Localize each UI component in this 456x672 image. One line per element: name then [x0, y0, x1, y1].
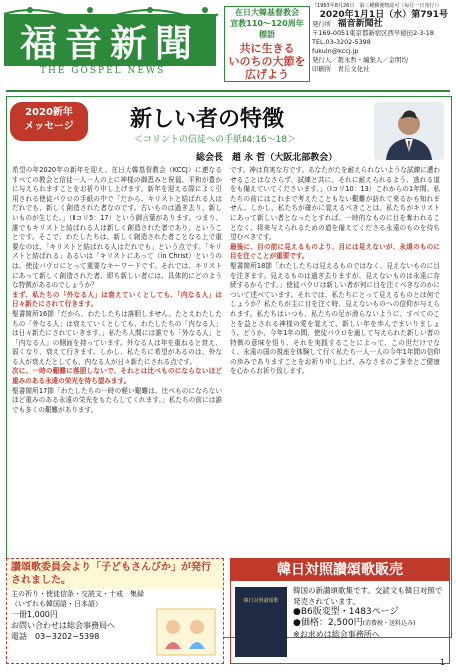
page-number: 1: [440, 658, 446, 667]
publisher-address: 〒169-0051東京都新宿区西早稲田2-3-18: [312, 29, 434, 37]
masthead-info: [312, 2, 448, 74]
children-illustration: [155, 599, 217, 657]
publisher-tel: TEL.03-3202-5398: [312, 38, 371, 46]
editor-line: 発行人／趙永哲・編集人／金明均: [312, 56, 408, 64]
person-icon: [374, 102, 444, 160]
right-emphasis: 最後に、目の前に見えるものより、目には見えないが、永遠のものに目を注ぐことが重要です。: [230, 242, 440, 261]
left-paragraph-3: 聖書箇所17節「わたしたちの一時の軽い艱難は、比べものにならないほど重みのある永遠の栄光をもたらしてくれます。」私たちの前には誰でも多くの艱難があります。: [12, 386, 222, 414]
ad-children-hymnal: [6, 558, 224, 664]
ad-left-price: 一冊1,000円: [11, 610, 58, 619]
article-left-column: [12, 166, 222, 415]
article-right-column: [230, 166, 440, 377]
newspaper-logo: [4, 14, 216, 66]
left-emphasis-2: 次に、一時の艱難に落胆しないで、それとは比べものにならないほど重みのある永遠の栄光を待ち望みます。: [12, 367, 222, 386]
ad-left-contact: お問い合わせは総会事務局へ: [11, 621, 115, 630]
ad-right-price-note: (消費税・送料込み): [362, 620, 416, 627]
masthead-rule: [6, 90, 450, 92]
issue-date: 2020年1月1日（水）第791号: [319, 10, 448, 20]
ad-right-title: 韓日対照讃頌歌販売: [231, 559, 449, 581]
logo-text: 福音新聞: [20, 21, 200, 65]
ad-right-note: ※お求めは総会事務所へ: [293, 630, 380, 639]
postal-notice: （1963年8月26日 第三種郵便物認可（毎月一日発行））: [312, 3, 442, 9]
ad-right-desc: 韓国の新讃頌歌集です。交読文も韓日対照で発売されています。: [293, 586, 443, 606]
ad-right-price: ●価格：2,500円: [293, 618, 363, 628]
logo-english: THE GOSPEL NEWS: [40, 66, 166, 76]
author-portrait: [374, 102, 444, 160]
slogan-main: 共に生きる いのちの大節を 広げよう: [228, 42, 306, 81]
hymnal-book-image: [235, 587, 287, 657]
right-paragraph-2: 聖書箇所18節「わたしたちは見えるものではなく、見えないものに目を注ぎます。見えるものは過ぎ去りますが、見えないものは永遠に存続するからです。」使徒パウロは新しい者が何に目を注ぐべきなのかについて述べています。それでは、私たちにとって見えるものとは何でしょうか？私たちが主に目を注ぐ時、見えないものへの信仰が与えられます。私たちはいつも、私たちの足が滑らないように、すべてのことを益とされる神様の愛を覚えて、新しい年を歩んでまいりましょう。どうか、今年1年の間、使徒パウロを通して与えられた新しい者の特徴の意味を悟り、それを実践することによって、この世だけでなく、永遠の国の視座を体験して行く私たち一人一人の今年1年間の信仰の歩みでありますことをお祈り申し上げ、みなさまのご多幸とご健康を心からお祈り致します。: [230, 261, 440, 376]
right-paragraph-1: です。神は真実な方です。あなたがたを耐えられないような試練に遭わせることはなさらず、試練と共に、それに耐えられるよう、逃れる道をも備えていてくださいます。」（Ⅰコリ10：13）これからの1年間、私たちの前にはこれまで考えたこともない艱難が訪れて来るかも知れません。しかし、私たちが確かに覚えるべきことは、私たちがキリストにあって新しい者となったとすれば、一時的なものに目を奪われることなく、将来与えられるための道を備えてくださる永遠のものを待ち望むべきです。: [230, 166, 440, 242]
ad-left-title: 讃頌歌委員会より「子どもさんびか」が発行されました。: [7, 559, 223, 589]
left-paragraph-1: 希望の年2020年の新年を迎え、在日大韓基督教会（KCCJ）に連なるすべての教会と信徒一人一人の上に神様の御恵みと祝福、平和が豊かに与えられますことをお祈り申し上げます。新年を迎える際によく引用される使徒パウロの手紙の中で「だから、キリストと結ばれる人はだれでも、新しく創造された者なのです。古いものは過ぎ去り、新しいものが生じた。」（Ⅱコリ5：17）という御言葉があります。つまり、誰でもキリストと結ばれる人は新しく創造された者であり、というこ とです。そこで、わたしたちは、新しく創造された者ことなる上で重要なのは、「キリストと結ばれる人はだれでも」という点です。「キリストと結ばれる」あるいは「キリストにあって（in Christ）というのは、使徒パウロにとって重要なキーワードです。それでは、キリストにあって新しく創造された者、即ち新しい者には、具体的にどのような特徴があるのでしょうか？: [12, 166, 222, 290]
slogan-top: 在日大韓基督教会 宣教110〜120周年 標語: [230, 8, 304, 39]
ad-left-tel: 電話 03−3202−5398: [11, 632, 100, 641]
pub-label: 発行所: [312, 20, 332, 28]
new-year-badge: 2020新年 メッセージ: [10, 102, 88, 141]
ad-right-text: [293, 585, 445, 640]
left-emphasis-1: まず、私たちの「外なる人」は衰えていくとしても、「内なる人」は日々新たにされて行きます。: [12, 290, 222, 309]
article-subtitle: ＜コリントの信徒への手紙Ⅱ4:16〜18＞: [134, 135, 297, 145]
article-title: 新しい者の特徴: [130, 106, 285, 132]
publisher-email: fukuin@kccj.jp: [312, 47, 359, 55]
book-label: 韓日対照讃頌歌: [243, 598, 279, 604]
ad-hymnal-sale: [230, 558, 450, 664]
ad-left-items: 主の祈り・使徒信条・交読文・十戒 集録 （いずれも韓国語・日本語）: [11, 590, 144, 608]
slogan-box: [224, 6, 310, 82]
printer-line: 印刷所 青丘文化社: [312, 65, 370, 73]
left-paragraph-2: 聖書箇所16節「だから、わたしたちは落胆しません。たとえわたしたちの「外なる人」は衰えていくとしても、わたしたちの「内なる人」は日々新たにされていきます。」私たち人間には誰でも「外なる人」と「内なる人」の側面を持っています。外なる人は年を重ねると衰え、弱くなり、衰えて行きます。しかし、私たちに希望があるのは、外なる人が衰えたとしても、内なる人が日々新たにされる点です。: [12, 309, 222, 366]
ad-right-spec: ●B6版変型・1483ページ: [293, 607, 399, 617]
article-author: 総会長 趙 永 哲（大阪北部教会）: [196, 153, 338, 163]
publisher-name: 福音新聞社: [337, 19, 383, 29]
